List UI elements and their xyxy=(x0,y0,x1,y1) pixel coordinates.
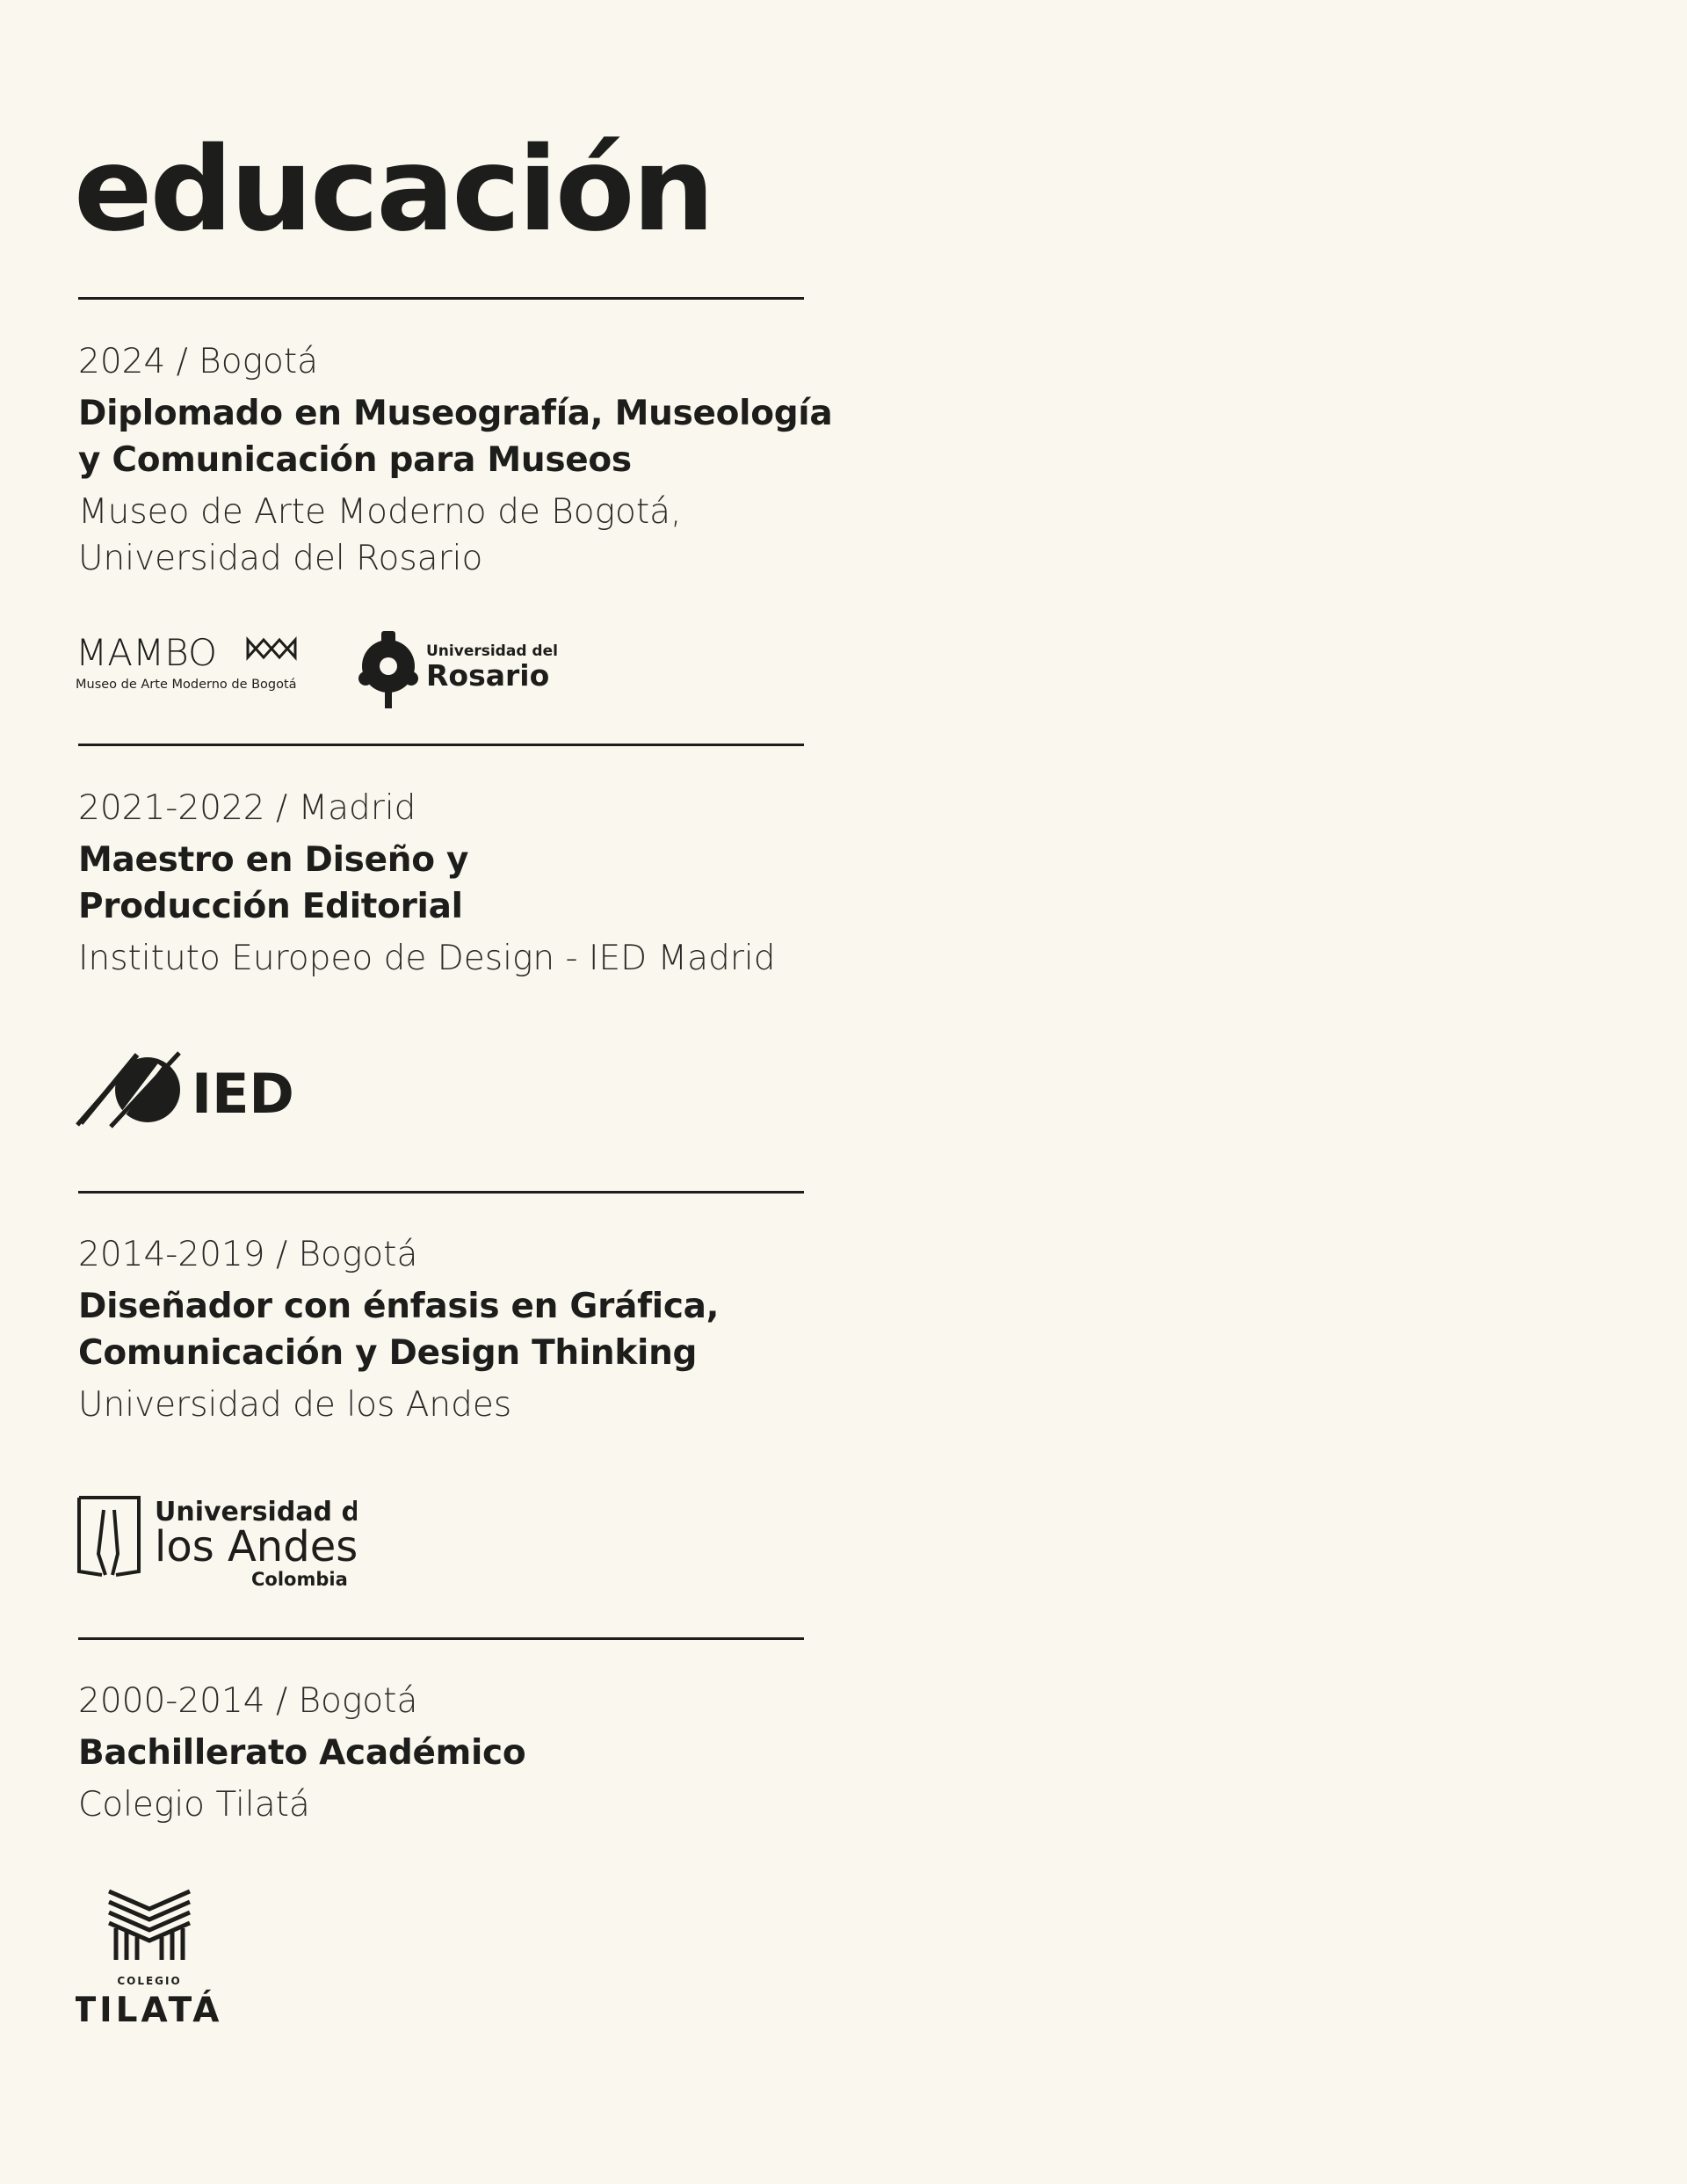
entry-title xyxy=(78,1283,869,1376)
andes-line1: Universidad de xyxy=(155,1497,357,1527)
rosario-line2: Rosario xyxy=(426,658,550,693)
andes-logo xyxy=(76,1492,357,1598)
ied-logo xyxy=(76,1049,322,1137)
rosario-line1: Universidad del xyxy=(426,642,558,660)
andes-line3: Colombia xyxy=(251,1569,348,1590)
entry-title-line: Maestro en Diseño y xyxy=(78,840,469,880)
entry-title-line: y Comunicación para Museos xyxy=(78,440,632,480)
ied-wordmark: IED xyxy=(192,1062,294,1126)
mambo-logo xyxy=(76,624,568,712)
tilata-wordmark: TILATÁ xyxy=(76,1991,223,2030)
entry-institution-line: Universidad de los Andes xyxy=(78,1385,512,1425)
tilata-logo xyxy=(76,1883,251,2041)
ied-emblem-icon xyxy=(77,1053,180,1127)
mambo-symbol-icon xyxy=(248,640,295,657)
entry-institution xyxy=(78,1382,869,1428)
andes-line2: los Andes xyxy=(155,1522,357,1571)
education-entry xyxy=(78,786,869,982)
entry-date: 2014-2019 / Bogotá xyxy=(78,1235,418,1274)
education-entry xyxy=(78,1679,869,1828)
entry-date: 2000-2014 / Bogotá xyxy=(78,1681,418,1721)
tilata-small: COLEGIO xyxy=(117,1975,182,1987)
entry-date: 2021-2022 / Madrid xyxy=(78,788,416,828)
entry-logos xyxy=(76,1049,322,1141)
entry-title-line: Comunicación y Design Thinking xyxy=(78,1333,698,1373)
entry-institution xyxy=(78,1781,869,1828)
andes-emblem-icon xyxy=(79,1498,139,1575)
section-divider xyxy=(78,1191,804,1194)
entry-title-line: Diplomado en Museografía, Museología xyxy=(78,394,833,433)
rosario-crest-icon xyxy=(358,631,418,708)
entry-institution-line: Instituto Europeo de Design - IED Madrid xyxy=(78,939,776,978)
entry-title-line: Bachillerato Académico xyxy=(78,1733,526,1773)
education-entry xyxy=(78,1232,869,1428)
section-divider xyxy=(78,297,804,300)
education-entry xyxy=(78,339,869,582)
entry-institution-line: Museo de Arte Moderno de Bogotá, xyxy=(78,492,682,532)
entry-title xyxy=(78,837,869,930)
entry-institution-line: Colegio Tilatá xyxy=(78,1785,310,1825)
mambo-subtitle: Museo de Arte Moderno de Bogotá xyxy=(76,678,297,692)
section-divider xyxy=(78,744,804,746)
entry-logos xyxy=(76,1492,357,1601)
entry-date: 2024 / Bogotá xyxy=(78,342,319,381)
entry-title xyxy=(78,1730,869,1776)
entry-institution xyxy=(78,489,869,582)
entry-institution xyxy=(78,935,869,982)
entry-logos xyxy=(76,624,568,715)
entry-title xyxy=(78,390,869,483)
entry-title-line: Producción Editorial xyxy=(78,887,463,926)
entry-logos xyxy=(76,1883,251,2044)
page-title: educación xyxy=(74,122,713,258)
entry-title-line: Diseñador con énfasis en Gráfica, xyxy=(78,1287,720,1326)
entry-institution-line: Universidad del Rosario xyxy=(78,539,483,578)
tilata-emblem-icon xyxy=(109,1891,190,1960)
mambo-wordmark: MAMBO xyxy=(76,631,218,674)
section-divider xyxy=(78,1637,804,1640)
